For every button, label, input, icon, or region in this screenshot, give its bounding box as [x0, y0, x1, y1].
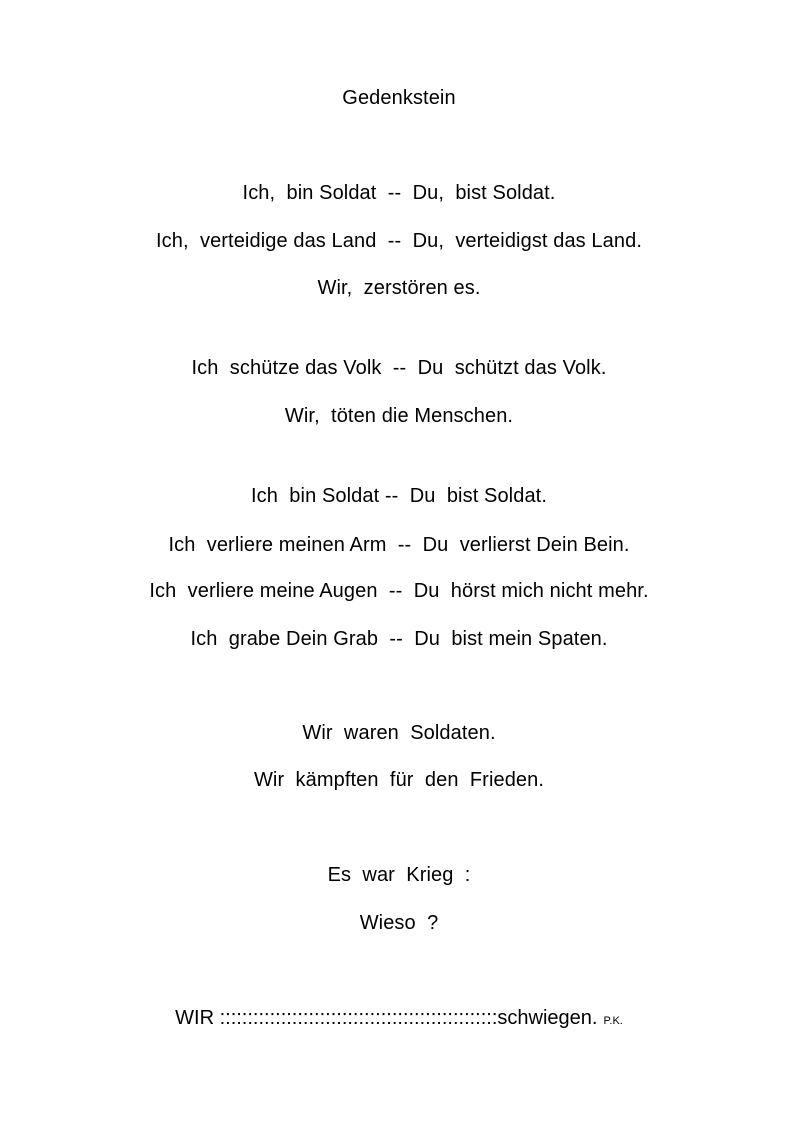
- stanza-4-line-2: Wir kämpften für den Frieden.: [253, 769, 545, 791]
- stanza-1-line-2: Ich, verteidige das Land -- Du, verteidigst das Land.: [156, 230, 642, 252]
- stanza-1-line-3: Wir, zerstören es.: [317, 277, 481, 299]
- closing-line: [0, 1006, 798, 1033]
- poem-title: Gedenkstein: [342, 87, 456, 109]
- stanza-5-line-1: Es war Krieg :: [327, 864, 471, 886]
- stanza-3-line-2: Ich verliere meinen Arm -- Du verlierst Dein Bein.: [168, 534, 630, 556]
- closing-text: WIR ::::::::::::::::::::::::::::::::::::::::::::::::::schwiegen.: [175, 1007, 598, 1029]
- stanza-3-line-4: Ich grabe Dein Grab -- Du bist mein Spaten.: [190, 628, 608, 650]
- stanza-1-line-1: Ich, bin Soldat -- Du, bist Soldat.: [242, 182, 556, 204]
- stanza-2-line-1: Ich schütze das Volk -- Du schützt das Volk.: [191, 357, 607, 379]
- stanza-5-line-2: Wieso ?: [359, 912, 439, 934]
- stanza-3-line-3: Ich verliere meine Augen -- Du hörst mich nicht mehr.: [149, 580, 649, 602]
- author-signature: P.K.: [603, 1015, 623, 1027]
- stanza-2-line-2: Wir, töten die Menschen.: [284, 405, 514, 427]
- stanza-4-line-1: Wir waren Soldaten.: [302, 722, 496, 744]
- stanza-3-line-1: Ich bin Soldat -- Du bist Soldat.: [251, 485, 547, 507]
